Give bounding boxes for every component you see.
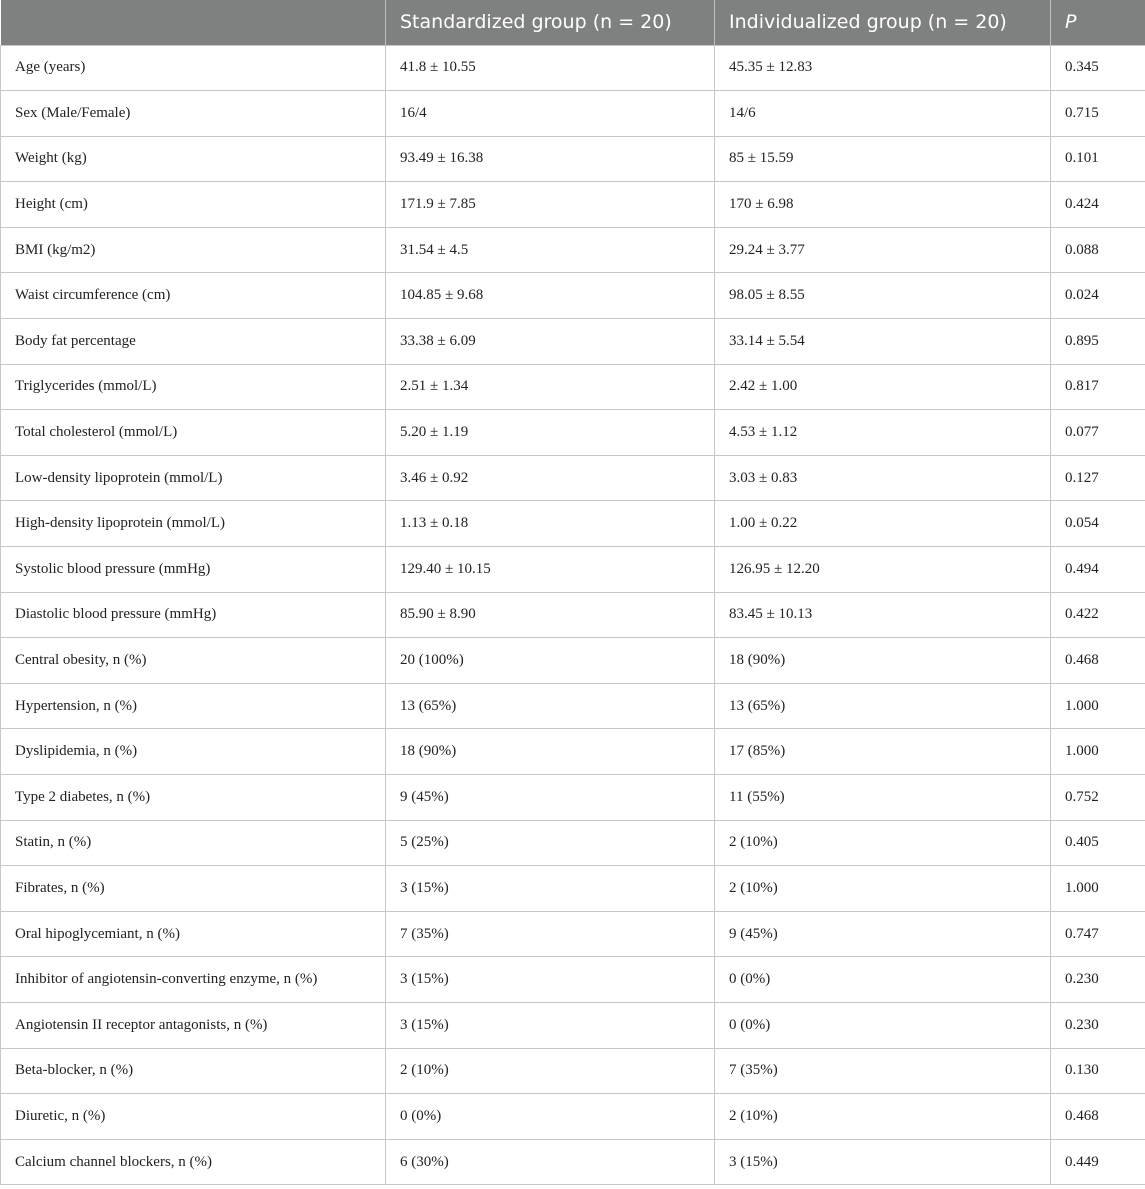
variable-cell: Inhibitor of angiotensin-converting enzyme, n (%) [1, 957, 386, 1003]
individualized-value-cell: 0 (0%) [715, 1002, 1051, 1048]
standardized-value-cell: 3 (15%) [386, 866, 715, 912]
standardized-value-cell: 20 (100%) [386, 638, 715, 684]
variable-cell: Sex (Male/Female) [1, 91, 386, 137]
p-value-cell: 0.468 [1051, 638, 1145, 684]
header-variable [1, 0, 386, 45]
table-row [1, 364, 1145, 410]
table-row [1, 957, 1145, 1003]
variable-cell: Beta-blocker, n (%) [1, 1048, 386, 1094]
p-value-cell: 0.054 [1051, 501, 1145, 547]
variable-cell: Weight (kg) [1, 136, 386, 182]
table-row [1, 1139, 1145, 1185]
p-value-cell: 0.130 [1051, 1048, 1145, 1094]
standardized-value-cell: 13 (65%) [386, 683, 715, 729]
variable-cell: Body fat percentage [1, 319, 386, 365]
variable-cell: Diastolic blood pressure (mmHg) [1, 592, 386, 638]
header-individualized-group: Individualized group (n = 20) [715, 0, 1051, 45]
p-value-cell: 0.715 [1051, 91, 1145, 137]
standardized-value-cell: 3 (15%) [386, 1002, 715, 1048]
standardized-value-cell: 7 (35%) [386, 911, 715, 957]
p-value-cell: 0.024 [1051, 273, 1145, 319]
table-row [1, 820, 1145, 866]
individualized-value-cell: 2 (10%) [715, 866, 1051, 912]
variable-cell: Type 2 diabetes, n (%) [1, 775, 386, 821]
p-value-cell: 0.077 [1051, 410, 1145, 456]
standardized-value-cell: 9 (45%) [386, 775, 715, 821]
p-value-cell: 0.424 [1051, 182, 1145, 228]
table-header [1, 0, 1145, 45]
variable-cell: High-density lipoprotein (mmol/L) [1, 501, 386, 547]
p-value-cell: 0.747 [1051, 911, 1145, 957]
table-row [1, 501, 1145, 547]
table-row [1, 638, 1145, 684]
p-value-cell: 1.000 [1051, 866, 1145, 912]
standardized-value-cell: 129.40 ± 10.15 [386, 547, 715, 593]
table-row [1, 91, 1145, 137]
variable-cell: Oral hipoglycemiant, n (%) [1, 911, 386, 957]
variable-cell: Height (cm) [1, 182, 386, 228]
variable-cell: Calcium channel blockers, n (%) [1, 1139, 386, 1185]
p-value-cell: 0.230 [1051, 1002, 1145, 1048]
variable-cell: Systolic blood pressure (mmHg) [1, 547, 386, 593]
standardized-value-cell: 0 (0%) [386, 1094, 715, 1140]
individualized-value-cell: 11 (55%) [715, 775, 1051, 821]
table-row [1, 273, 1145, 319]
table-row [1, 911, 1145, 957]
table-row [1, 1048, 1145, 1094]
standardized-value-cell: 93.49 ± 16.38 [386, 136, 715, 182]
p-value-cell: 0.101 [1051, 136, 1145, 182]
variable-cell: Total cholesterol (mmol/L) [1, 410, 386, 456]
header-standardized-group: Standardized group (n = 20) [386, 0, 715, 45]
standardized-value-cell: 171.9 ± 7.85 [386, 182, 715, 228]
p-value-cell: 1.000 [1051, 729, 1145, 775]
variable-cell: Diuretic, n (%) [1, 1094, 386, 1140]
p-value-cell: 0.752 [1051, 775, 1145, 821]
standardized-value-cell: 104.85 ± 9.68 [386, 273, 715, 319]
standardized-value-cell: 5 (25%) [386, 820, 715, 866]
standardized-value-cell: 1.13 ± 0.18 [386, 501, 715, 547]
table-row [1, 136, 1145, 182]
standardized-value-cell: 5.20 ± 1.19 [386, 410, 715, 456]
standardized-value-cell: 31.54 ± 4.5 [386, 227, 715, 273]
individualized-value-cell: 14/6 [715, 91, 1051, 137]
individualized-value-cell: 33.14 ± 5.54 [715, 319, 1051, 365]
p-value-cell: 0.468 [1051, 1094, 1145, 1140]
individualized-value-cell: 2 (10%) [715, 1094, 1051, 1140]
p-value-cell: 0.405 [1051, 820, 1145, 866]
table-row [1, 592, 1145, 638]
table-row [1, 1094, 1145, 1140]
individualized-value-cell: 2 (10%) [715, 820, 1051, 866]
table-row [1, 1002, 1145, 1048]
individualized-value-cell: 1.00 ± 0.22 [715, 501, 1051, 547]
individualized-value-cell: 0 (0%) [715, 957, 1051, 1003]
individualized-value-cell: 18 (90%) [715, 638, 1051, 684]
variable-cell: Angiotensin II receptor antagonists, n (%) [1, 1002, 386, 1048]
table-row [1, 410, 1145, 456]
standardized-value-cell: 2 (10%) [386, 1048, 715, 1094]
individualized-value-cell: 17 (85%) [715, 729, 1051, 775]
variable-cell: Low-density lipoprotein (mmol/L) [1, 455, 386, 501]
variable-cell: Dyslipidemia, n (%) [1, 729, 386, 775]
p-value-cell: 0.345 [1051, 45, 1145, 91]
standardized-value-cell: 16/4 [386, 91, 715, 137]
variable-cell: Fibrates, n (%) [1, 866, 386, 912]
table-body [1, 45, 1145, 1185]
individualized-value-cell: 3 (15%) [715, 1139, 1051, 1185]
table-row [1, 455, 1145, 501]
individualized-value-cell: 13 (65%) [715, 683, 1051, 729]
header-p-value: P [1051, 0, 1145, 45]
table-row [1, 547, 1145, 593]
table-row [1, 866, 1145, 912]
standardized-value-cell: 3.46 ± 0.92 [386, 455, 715, 501]
table-row [1, 182, 1145, 228]
p-value-cell: 1.000 [1051, 683, 1145, 729]
header-row [1, 0, 1145, 45]
table-row [1, 319, 1145, 365]
individualized-value-cell: 9 (45%) [715, 911, 1051, 957]
standardized-value-cell: 2.51 ± 1.34 [386, 364, 715, 410]
individualized-value-cell: 98.05 ± 8.55 [715, 273, 1051, 319]
table-row [1, 683, 1145, 729]
table-row [1, 45, 1145, 91]
individualized-value-cell: 29.24 ± 3.77 [715, 227, 1051, 273]
individualized-value-cell: 3.03 ± 0.83 [715, 455, 1051, 501]
p-value-cell: 0.230 [1051, 957, 1145, 1003]
individualized-value-cell: 85 ± 15.59 [715, 136, 1051, 182]
p-value-cell: 0.422 [1051, 592, 1145, 638]
table-row [1, 729, 1145, 775]
table-row [1, 775, 1145, 821]
individualized-value-cell: 2.42 ± 1.00 [715, 364, 1051, 410]
variable-cell: Age (years) [1, 45, 386, 91]
variable-cell: BMI (kg/m2) [1, 227, 386, 273]
p-value-cell: 0.895 [1051, 319, 1145, 365]
individualized-value-cell: 83.45 ± 10.13 [715, 592, 1051, 638]
standardized-value-cell: 41.8 ± 10.55 [386, 45, 715, 91]
individualized-value-cell: 4.53 ± 1.12 [715, 410, 1051, 456]
standardized-value-cell: 85.90 ± 8.90 [386, 592, 715, 638]
individualized-value-cell: 170 ± 6.98 [715, 182, 1051, 228]
individualized-value-cell: 45.35 ± 12.83 [715, 45, 1051, 91]
standardized-value-cell: 18 (90%) [386, 729, 715, 775]
p-value-cell: 0.088 [1051, 227, 1145, 273]
p-value-cell: 0.494 [1051, 547, 1145, 593]
p-value-cell: 0.817 [1051, 364, 1145, 410]
p-value-cell: 0.127 [1051, 455, 1145, 501]
standardized-value-cell: 6 (30%) [386, 1139, 715, 1185]
variable-cell: Central obesity, n (%) [1, 638, 386, 684]
individualized-value-cell: 126.95 ± 12.20 [715, 547, 1051, 593]
standardized-value-cell: 3 (15%) [386, 957, 715, 1003]
table-row [1, 227, 1145, 273]
variable-cell: Hypertension, n (%) [1, 683, 386, 729]
variable-cell: Waist circumference (cm) [1, 273, 386, 319]
variable-cell: Statin, n (%) [1, 820, 386, 866]
individualized-value-cell: 7 (35%) [715, 1048, 1051, 1094]
variable-cell: Triglycerides (mmol/L) [1, 364, 386, 410]
p-value-cell: 0.449 [1051, 1139, 1145, 1185]
standardized-value-cell: 33.38 ± 6.09 [386, 319, 715, 365]
